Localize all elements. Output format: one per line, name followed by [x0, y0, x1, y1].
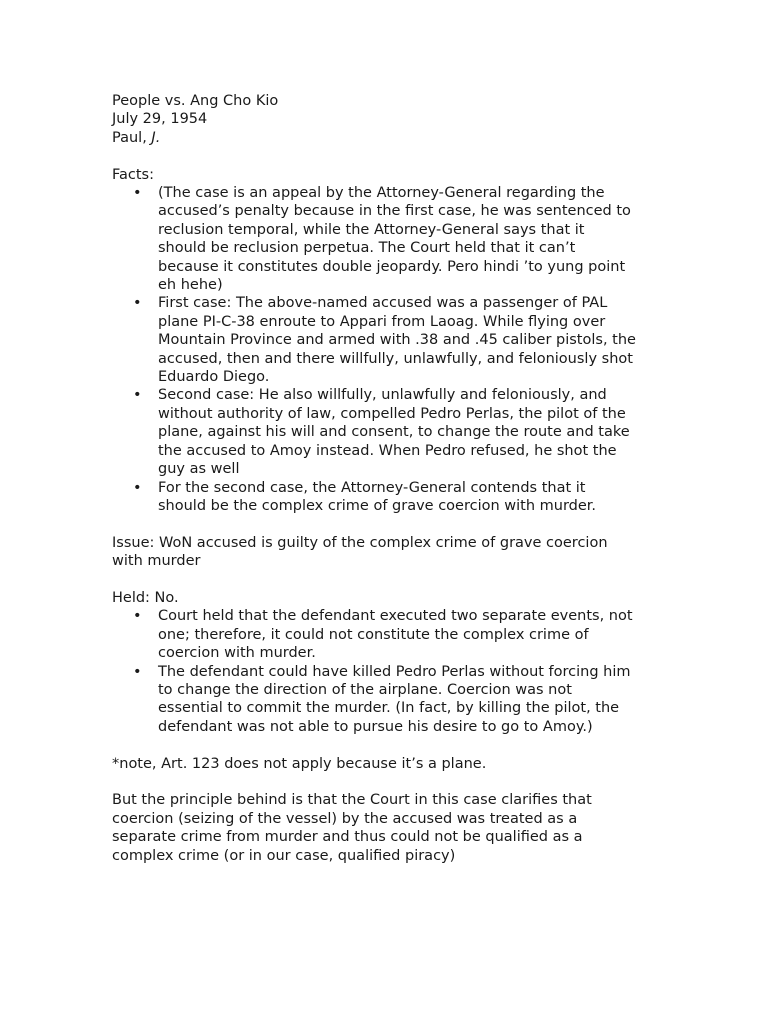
list-item-line: defendant was not able to pursue his desire to go to Amoy.): [158, 718, 593, 735]
issue-line: with murder: [112, 553, 201, 570]
spacer: [112, 571, 672, 589]
ponente: [112, 129, 672, 147]
facts-list: [112, 184, 672, 515]
list-item: [112, 184, 672, 294]
list-item-line: Mountain Province and armed with .38 and .45 caliber pistols, the: [158, 332, 636, 349]
facts-heading: Facts:: [112, 166, 154, 183]
list-item: [112, 607, 672, 662]
bullet-icon: •: [133, 185, 142, 202]
spacer: [112, 515, 672, 533]
list-item-line: coercion with murder.: [158, 645, 316, 662]
list-item-line: For the second case, the Attorney-General contends that it: [158, 479, 586, 496]
list-item-line: plane, against his will and consent, to change the route and take: [158, 424, 630, 441]
list-item-line: should be the complex crime of grave coercion with murder.: [158, 497, 597, 514]
principle-line: But the principle behind is that the Court in this case clarifies that: [112, 792, 592, 809]
case-title: People vs. Ang Cho Kio: [112, 93, 279, 109]
list-item-line: guy as well: [158, 461, 240, 478]
principle-line: separate crime from murder and thus could not be qualified as a: [112, 829, 583, 846]
list-item: [112, 294, 672, 386]
held-heading: Held: No.: [112, 589, 179, 606]
bullet-icon: •: [133, 608, 142, 625]
list-item: [112, 663, 672, 737]
list-item-line: reclusion temporal, while the Attorney-General says that it: [158, 221, 585, 238]
list-item-line: (The case is an appeal by the Attorney-General regarding the: [158, 185, 605, 202]
list-item-line: the accused to Amoy instead. When Pedro refused, he shot the: [158, 442, 617, 459]
list-item: [112, 479, 672, 516]
list-item-line: essential to commit the murder. (In fact, by killing the pilot, the: [158, 700, 620, 717]
list-item-line: plane PI-C-38 enroute to Appari from Laoag. While flying over: [158, 313, 606, 330]
principle-line: complex crime (or in our case, qualified piracy): [112, 847, 456, 864]
bullet-icon: •: [133, 387, 142, 404]
list-item: [112, 386, 672, 478]
list-item-line: eh hehe): [158, 277, 223, 294]
list-item-line: to change the direction of the airplane. Coercion was not: [158, 681, 572, 698]
list-item-line: First case: The above-named accused was a passenger of PAL: [158, 295, 608, 312]
list-item-line: without authority of law, compelled Pedro Perlas, the pilot of the: [158, 405, 626, 422]
list-item-line: should be reclusion perpetua. The Court held that it can’t: [158, 240, 576, 257]
issue-line: Issue: WoN accused is guilty of the complex crime of grave coercion: [112, 534, 608, 551]
list-item-line: Eduardo Diego.: [158, 369, 270, 386]
case-date: July 29, 1954: [112, 111, 208, 128]
spacer: [112, 147, 672, 165]
ponente-name: Paul,: [112, 129, 152, 146]
principle-line: coercion (seizing of the vessel) by the accused was treated as a: [112, 810, 578, 827]
bullet-icon: •: [133, 663, 142, 680]
list-item-line: because it constitutes double jeopardy. Pero hindi ’to yung point: [158, 258, 626, 275]
held-list: [112, 607, 672, 736]
spacer: [112, 773, 672, 791]
list-item-line: accused’s penalty because in the first case, he was sentenced to: [158, 203, 631, 220]
spacer: [112, 736, 672, 754]
list-item-line: accused, then and there willfully, unlawfully, and feloniously shot: [158, 350, 633, 367]
list-item-line: Court held that the defendant executed two separate events, not: [158, 608, 633, 625]
bullet-icon: •: [133, 479, 142, 496]
note-line: *note, Art. 123 does not apply because it’s a plane.: [112, 755, 487, 772]
bullet-icon: •: [133, 295, 142, 312]
list-item-line: The defendant could have killed Pedro Perlas without forcing him: [158, 663, 631, 680]
ponente-suffix: J.: [151, 129, 161, 146]
list-item-line: Second case: He also willfully, unlawfully and feloniously, and: [158, 387, 607, 404]
list-item-line: one; therefore, it could not constitute the complex crime of: [158, 626, 589, 643]
document-page: [112, 92, 672, 865]
